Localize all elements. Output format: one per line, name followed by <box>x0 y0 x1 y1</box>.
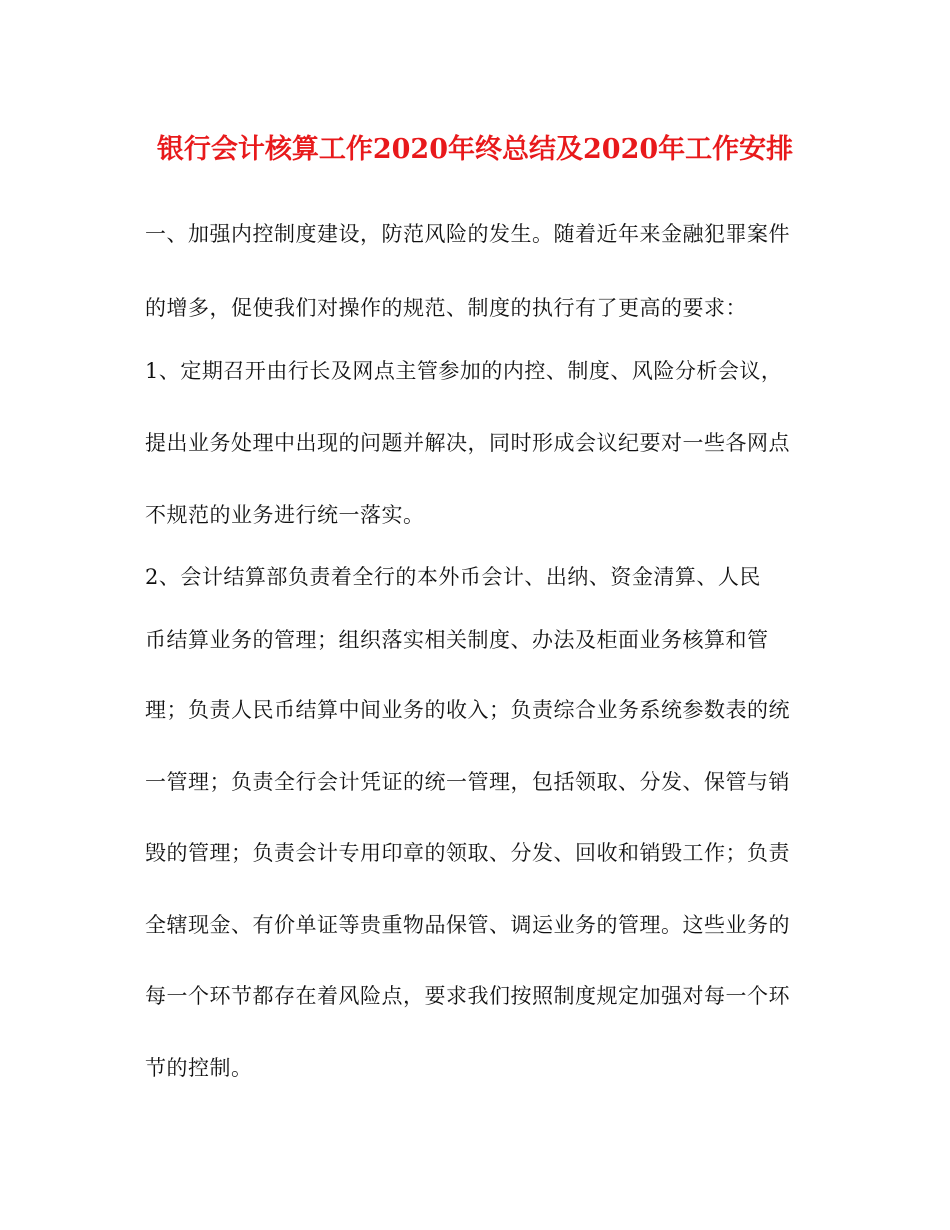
paragraph-line: 一管理；负责全行会计凭证的统一管理，包括领取、分发、保管与销 <box>145 770 790 794</box>
paragraph-line: 全辖现金、有价单证等贵重物品保管、调运业务的管理。这些业务的 <box>145 913 790 937</box>
paragraph-line: 的增多，促使我们对操作的规范、制度的执行有了更高的要求： <box>145 296 747 320</box>
paragraph-line: 一、加强内控制度建设，防范风险的发生。随着近年来金融犯罪案件 <box>145 222 790 246</box>
paragraph-line: 币结算业务的管理；组织落实相关制度、办法及柜面业务核算和管 <box>145 628 769 652</box>
paragraph-line: 1、定期召开由行长及网点主管参加的内控、制度、风险分析会议， <box>145 359 783 383</box>
paragraph-line: 提出业务处理中出现的问题并解决，同时形成会议纪要对一些各网点 <box>145 431 790 455</box>
paragraph-line: 2、会计结算部负责着全行的本外币会计、出纳、资金清算、人民 <box>145 565 761 589</box>
paragraph-line: 不规范的业务进行统一落实。 <box>145 503 425 527</box>
paragraph-line: 毁的管理；负责会计专用印章的领取、分发、回收和销毁工作；负责 <box>145 841 790 865</box>
paragraph-line: 节的控制。 <box>145 1056 253 1080</box>
document-title: 银行会计核算工作2020年终总结及2020年工作安排 <box>156 134 794 165</box>
paragraph-line: 理；负责人民币结算中间业务的收入；负责综合业务系统参数表的统 <box>145 698 790 722</box>
paragraph-line: 每一个环节都存在着风险点，要求我们按照制度规定加强对每一个环 <box>145 984 790 1008</box>
